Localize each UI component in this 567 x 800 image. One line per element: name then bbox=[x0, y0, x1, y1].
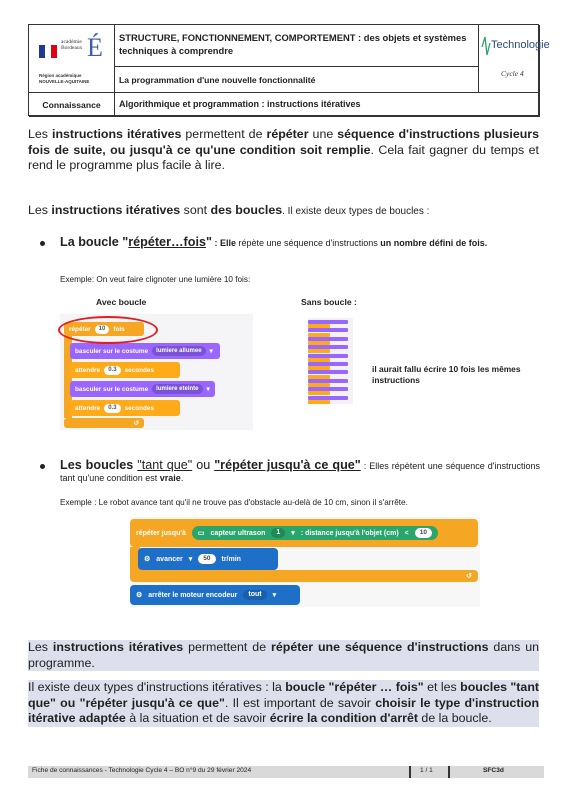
repetition-note: il aurait fallu écrire 10 fois les mêmes instructions bbox=[372, 364, 521, 385]
mini-block bbox=[308, 370, 348, 374]
mini-block bbox=[308, 333, 330, 337]
switch-costume-off-block[interactable]: basculer sur le costume lumiere eteinte ▾ bbox=[70, 381, 215, 397]
loop-end-arrow-icon: ↺ bbox=[64, 418, 144, 428]
mini-block bbox=[308, 349, 330, 353]
sensor-icon: ▭ bbox=[197, 530, 205, 537]
example-1: Exemple: On veut faire clignoter une lumière 10 fois: bbox=[60, 275, 251, 284]
academy-logo-cell bbox=[29, 25, 115, 93]
summary-paragraph-2: Il existe deux types d'instructions itératives : la boucle "répéter … fois" et les boucles "tant que" ou "répéter jusqu'à ce que". Il est important de savoir choisir le type d'instruction itérative adaptée à la situation et de savoir écrire la condition d'arrêt de la boucle. bbox=[28, 680, 540, 725]
mini-block bbox=[308, 400, 330, 404]
mini-block bbox=[308, 391, 330, 395]
forward-block[interactable]: ⚙ avancer ▾ 50 tr/min bbox=[138, 548, 278, 570]
technologie-logo: Technologie bbox=[491, 39, 550, 51]
footer-title: Fiche de connaissances - Technologie Cycle 4 – BO n°9 du 29 février 2024 bbox=[32, 767, 252, 774]
sheet-subtitle: La programmation d'une nouvelle fonctionnalité bbox=[115, 67, 479, 93]
wait-block-2[interactable]: attendre 0.3 secondes bbox=[70, 400, 180, 416]
loop-types-paragraph: Les instructions itératives sont des boucles. Il existe deux types de boucles : bbox=[28, 203, 430, 217]
cycle-label: Cycle 4 bbox=[501, 69, 524, 78]
switch-costume-on-block[interactable]: basculer sur le costume lumiere allumee ▾ bbox=[70, 343, 220, 359]
topic-label: Algorithmique et programmation : instructions itératives bbox=[115, 93, 540, 117]
page-number: 1 / 1 bbox=[420, 767, 433, 774]
repeat-until-block[interactable]: répéter jusqu'à ▭ capteur ultrason 1 ▾ : distance jusqu'à l'objet (cm) < 10 bbox=[130, 519, 478, 547]
wait-block-1[interactable]: attendre 0.3 secondes bbox=[70, 362, 180, 378]
motor-icon: ⚙ bbox=[144, 556, 151, 563]
highlight-circle bbox=[58, 316, 158, 344]
stop-motor-block[interactable]: ⚙ arrêter le moteur encodeur tout ▾ bbox=[130, 585, 300, 605]
summary-box bbox=[28, 640, 539, 736]
academy-letter-logo: É bbox=[87, 33, 103, 62]
sheet-code: SFC3d bbox=[483, 767, 504, 774]
example-2: Exemple : Le robot avance tant qu'il ne trouve pas d'obstacle au-delà de 10 cm, sinon il s'arrête. bbox=[60, 498, 408, 507]
region-name: Région académique NOUVELLE-AQUITAINE bbox=[39, 73, 90, 84]
footer-bar bbox=[28, 766, 544, 778]
header-table bbox=[28, 24, 550, 116]
repeat-block[interactable]: répéter 10 fois bbox=[64, 322, 144, 336]
french-flag-icon bbox=[39, 45, 57, 58]
loop-end-arrow-icon: ↺ bbox=[130, 570, 478, 582]
label-with-loop: Avec boucle bbox=[96, 297, 147, 307]
bullet-dot-icon bbox=[40, 241, 45, 246]
bullet-while-until: Les boucles "tant que" ou "répéter jusqu'à ce que" : Elles répètent une séquence d'instructions tant qu'une condition est vraie. bbox=[40, 459, 540, 484]
wave-icon bbox=[481, 35, 491, 57]
sheet-title: STRUCTURE, FONCTIONNEMENT, COMPORTEMENT : des objets et systèmes techniques à comprendre bbox=[115, 25, 479, 67]
mini-block bbox=[308, 354, 348, 358]
summary-paragraph-1: Les instructions itératives permettent de répéter une séquence d'instructions dans un programme. bbox=[28, 640, 540, 670]
label-without-loop: Sans boucle : bbox=[301, 297, 357, 307]
motor-icon: ⚙ bbox=[136, 592, 143, 599]
technologie-logo-cell bbox=[479, 25, 550, 93]
academy-name: académie Bordeaux bbox=[61, 39, 83, 51]
category-label: Connaissance bbox=[29, 93, 115, 117]
intro-paragraph: Les instructions itératives permettent de répéter une séquence d'instructions plusieurs fois de suite, ou jusqu'à ce qu'une condition soit remplie. Cela fait gagner du temps et rend le programme plus facile à lire. bbox=[28, 127, 540, 172]
mini-block bbox=[308, 396, 348, 400]
mini-block bbox=[308, 375, 330, 379]
bullet-dot-icon bbox=[40, 464, 45, 469]
scratch-repeat-until bbox=[130, 517, 480, 607]
bullet-repeat-times: La boucle "répéter…fois" : Elle répète une séquence d'instructions un nombre défini de fois. bbox=[40, 236, 540, 249]
scratch-without-loop bbox=[308, 318, 353, 404]
mini-block bbox=[308, 328, 348, 332]
sensor-condition[interactable]: ▭ capteur ultrason 1 ▾ : distance jusqu'à l'objet (cm) < 10 bbox=[192, 526, 438, 540]
